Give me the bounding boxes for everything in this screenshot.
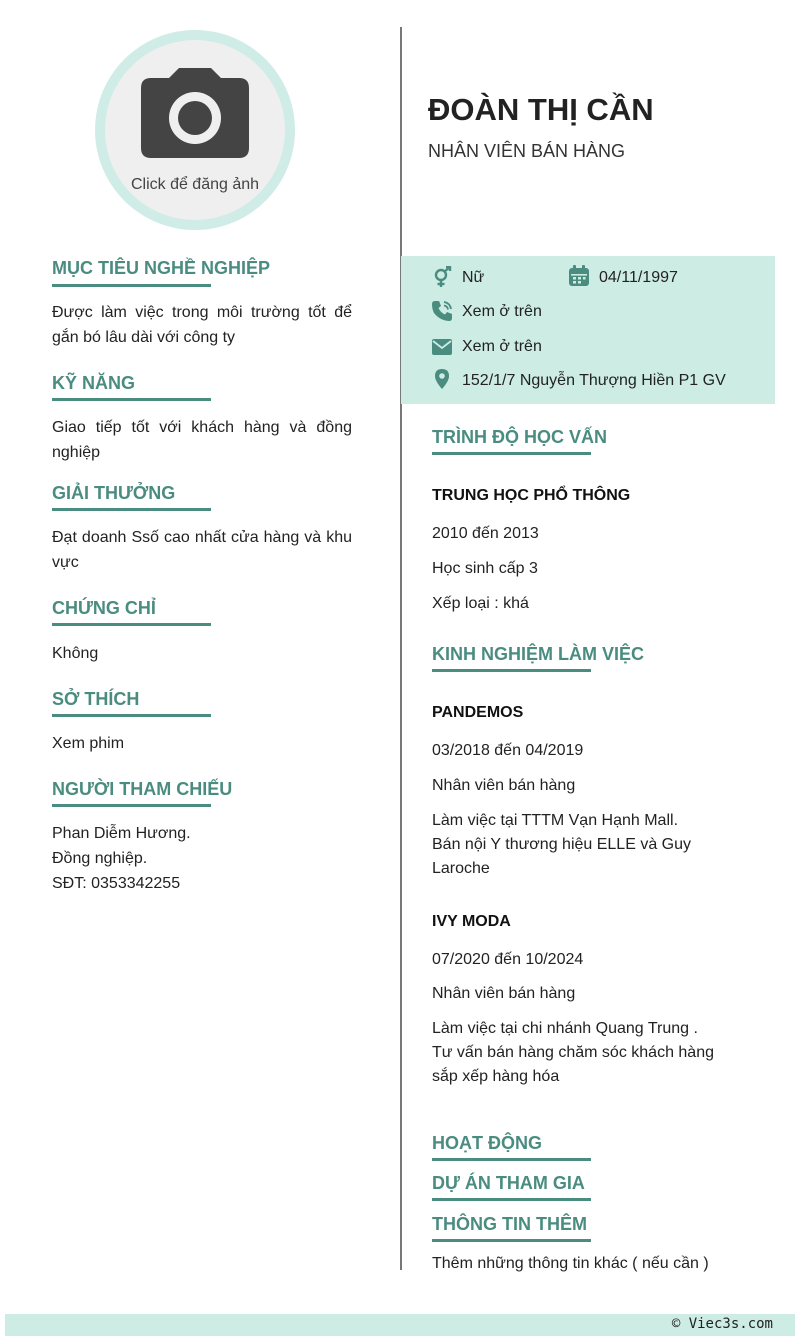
hobbies-underline bbox=[52, 714, 211, 717]
experience-title: KINH NGHIỆM LÀM VIỆC bbox=[432, 644, 645, 664]
skills-text: Giao tiếp tốt với khách hàng và đồng nghiệp bbox=[52, 419, 352, 461]
skills-underline bbox=[52, 398, 211, 401]
phone-icon bbox=[431, 300, 453, 322]
birthday-value: 04/11/1997 bbox=[599, 269, 678, 286]
experience-underline bbox=[432, 669, 591, 672]
hobbies-text: Xem phim bbox=[52, 735, 125, 752]
footer-credit[interactable]: © Viec3s.com bbox=[671, 1316, 773, 1332]
email-value: Xem ở trên bbox=[462, 338, 542, 355]
gender-icon bbox=[431, 266, 453, 288]
avatar-upload[interactable] bbox=[95, 30, 295, 230]
candidate-name: ĐOÀN THỊ CẦN bbox=[428, 92, 654, 127]
job-details bbox=[432, 1017, 714, 1089]
objective-underline bbox=[52, 284, 211, 287]
job-period: 07/2020 đến 10/2024 bbox=[432, 951, 584, 968]
job-position: Nhân viên bán hàng bbox=[432, 985, 576, 1002]
job-period: 03/2018 đến 04/2019 bbox=[432, 742, 584, 759]
extra-text: Thêm những thông tin khác ( nếu cần ) bbox=[432, 1255, 709, 1272]
location-icon bbox=[431, 368, 453, 390]
footer-bar bbox=[5, 1314, 795, 1336]
projects-underline bbox=[432, 1198, 591, 1201]
awards-underline bbox=[52, 508, 211, 511]
education-grade: Xếp loại : khá bbox=[432, 595, 529, 612]
references-underline bbox=[52, 804, 211, 807]
phone-value: Xem ở trên bbox=[462, 303, 542, 320]
contact-box bbox=[401, 256, 775, 404]
job-company: IVY MODA bbox=[432, 913, 511, 930]
job-detail-line: Bán nội Y thương hiệu ELLE và Guy bbox=[432, 836, 692, 853]
column-divider bbox=[400, 27, 402, 1270]
avatar-caption: Click để đăng ảnh bbox=[130, 176, 260, 193]
calendar-icon bbox=[568, 265, 590, 287]
education-school: TRUNG HỌC PHỔ THÔNG bbox=[432, 487, 631, 504]
gender-value: Nữ bbox=[462, 269, 485, 286]
projects-title: DỰ ÁN THAM GIA bbox=[432, 1173, 585, 1193]
objective-title: MỤC TIÊU NGHỀ NGHIỆP bbox=[52, 258, 271, 278]
references-title: NGƯỜI THAM CHIẾU bbox=[52, 779, 233, 799]
avatar-placeholder[interactable] bbox=[105, 40, 285, 220]
reference-name: Phan Diễm Hương. bbox=[52, 825, 191, 842]
education-underline bbox=[432, 452, 591, 455]
address-value: 152/1/7 Nguyễn Thượng Hiền P1 GV bbox=[462, 372, 726, 389]
certificates-title: CHỨNG CHỈ bbox=[52, 598, 156, 618]
job-details bbox=[432, 809, 691, 881]
job-position: Nhân viên bán hàng bbox=[432, 777, 576, 794]
education-role: Học sinh cấp 3 bbox=[432, 560, 538, 577]
activities-underline bbox=[432, 1158, 591, 1161]
awards-title: GIẢI THƯỞNG bbox=[52, 483, 176, 503]
objective-text: Được làm việc trong môi trường tốt để gắn bó lâu dài với công ty bbox=[52, 304, 352, 346]
job-detail-line: Làm việc tại chi nhánh Quang Trung . bbox=[432, 1020, 698, 1037]
awards-text: Đạt doanh Ssố cao nhất cửa hàng và khu vực bbox=[52, 529, 352, 571]
job-detail-line: Tư vấn bán hàng chăm sóc khách hàng bbox=[432, 1044, 714, 1061]
education-period: 2010 đến 2013 bbox=[432, 525, 539, 542]
job-company: PANDEMOS bbox=[432, 704, 524, 721]
certificates-text: Không bbox=[52, 645, 99, 662]
reference-relation: Đồng nghiệp. bbox=[52, 850, 148, 867]
skills-title: KỸ NĂNG bbox=[52, 373, 136, 393]
extra-underline bbox=[432, 1239, 591, 1242]
references-list bbox=[52, 821, 352, 896]
camera-icon bbox=[141, 66, 249, 162]
job-detail-line: Laroche bbox=[432, 860, 490, 877]
reference-phone: SĐT: 0353342255 bbox=[52, 875, 181, 892]
extra-title: THÔNG TIN THÊM bbox=[432, 1214, 587, 1234]
activities-title: HOẠT ĐỘNG bbox=[432, 1133, 542, 1153]
job-detail-line: Làm việc tại TTTM Vạn Hạnh Mall. bbox=[432, 812, 679, 829]
candidate-job-title: NHÂN VIÊN BÁN HÀNG bbox=[428, 141, 626, 161]
education-title: TRÌNH ĐỘ HỌC VẤN bbox=[432, 427, 607, 447]
hobbies-title: SỞ THÍCH bbox=[52, 689, 140, 709]
certificates-underline bbox=[52, 623, 211, 626]
email-icon bbox=[431, 336, 453, 358]
job-detail-line: sắp xếp hàng hóa bbox=[432, 1068, 560, 1085]
